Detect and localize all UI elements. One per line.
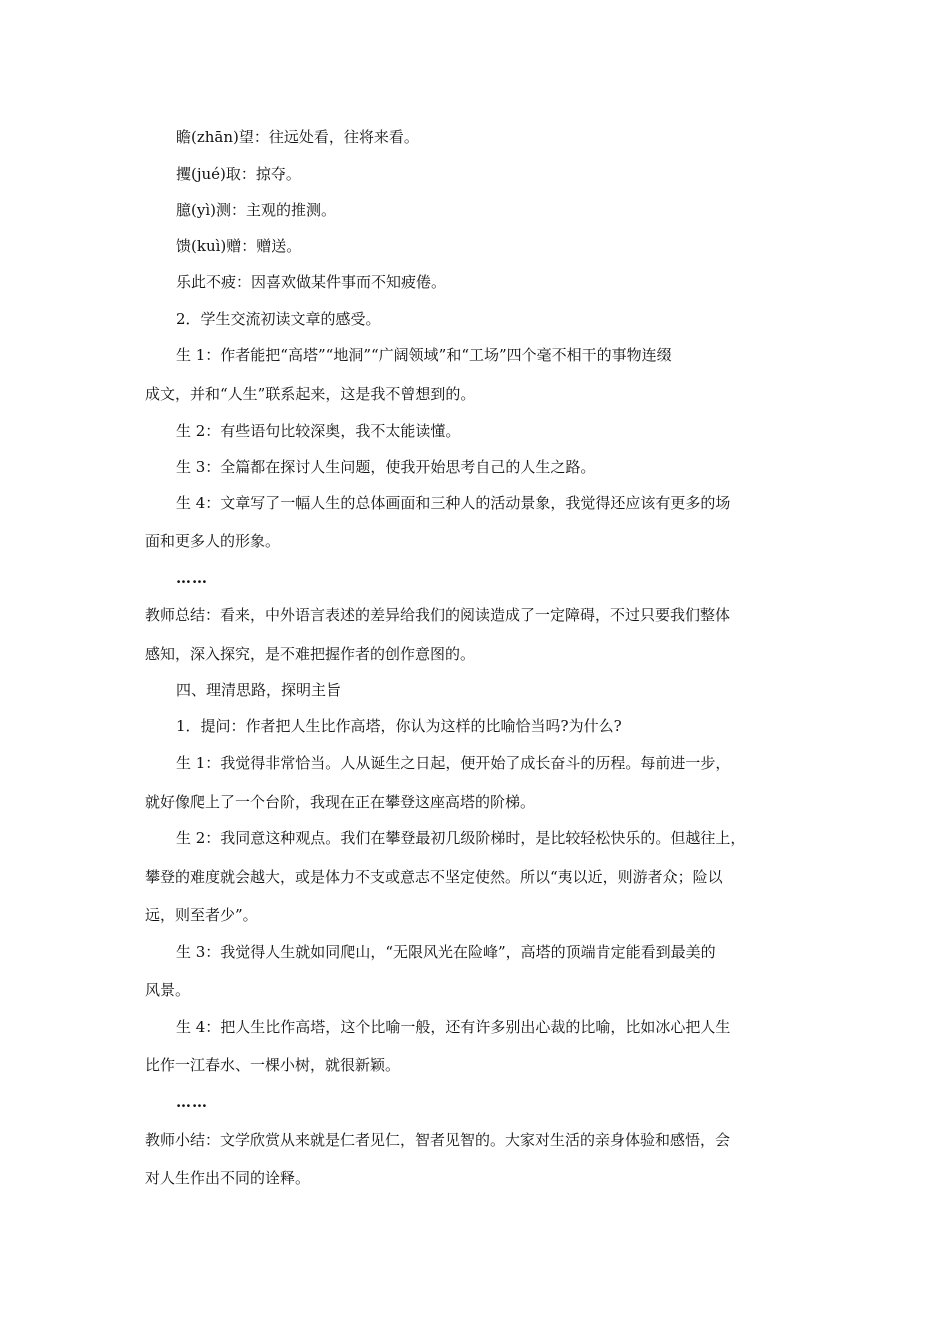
- answer-3-line-1: 生 3：我觉得人生就如同爬山，“无限风光在险峰”，高塔的顶端肯定能看到最美的: [176, 943, 716, 961]
- vocab-kuizeng: 馈(kuì)赠：赠送。: [176, 237, 302, 255]
- question-1: 1．提问：作者把人生比作高塔，你认为这样的比喻恰当吗?为什么?: [176, 717, 622, 735]
- teacher-summary-line-1: 教师总结：看来，中外语言表述的差异给我们的阅读造成了一定障碍，不过只要我们整体: [145, 606, 731, 624]
- answer-2-line-1: 生 2：我同意这种观点。我们在攀登最初几级阶梯时，是比较轻松快乐的。但越往上，: [176, 829, 746, 847]
- student-3-line: 生 3：全篇都在探讨人生问题，使我开始思考自己的人生之路。: [176, 458, 596, 476]
- ellipsis: ……: [176, 569, 208, 587]
- answer-4-line-1: 生 4：把人生比作高塔，这个比喻一般，还有许多别出心裁的比喻，比如冰心把人生: [176, 1018, 731, 1036]
- vocab-lecibupi: 乐此不疲：因喜欢做某件事而不知疲倦。: [176, 273, 447, 291]
- answer-4-line-2: 比作一江春水、一棵小树，就很新颖。: [145, 1056, 401, 1074]
- answer-3-line-2: 风景。: [145, 981, 191, 999]
- student-1-line-1: 生 1：作者能把“高塔”“地洞”“广阔领域”和“工场”四个毫不相干的事物连缀: [176, 346, 672, 364]
- vocab-yice: 臆(yì)测：主观的推测。: [176, 201, 336, 219]
- answer-1-line-1: 生 1：我觉得非常恰当。人从诞生之日起，便开始了成长奋斗的历程。每前进一步，: [176, 754, 731, 772]
- step-2-heading: 2．学生交流初读文章的感受。: [176, 310, 381, 328]
- teacher-conclusion-line-1: 教师小结：文学欣赏从来就是仁者见仁，智者见智的。大家对生活的亲身体验和感悟，会: [145, 1131, 731, 1149]
- student-2-line: 生 2：有些语句比较深奥，我不太能读懂。: [176, 422, 461, 440]
- teacher-conclusion-line-2: 对人生作出不同的诠释。: [145, 1169, 311, 1187]
- answer-2-line-3: 远，则至者少”。: [145, 906, 258, 924]
- student-1-line-2: 成文，并和“人生”联系起来，这是我不曾想到的。: [145, 385, 476, 403]
- vocab-zhanwang: 瞻(zhān)望：往远处看，往将来看。: [176, 128, 419, 146]
- student-4-line-2: 面和更多人的形象。: [145, 532, 281, 550]
- vocab-jueqv: 攫(jué)取：掠夺。: [176, 165, 301, 183]
- answer-2-line-2: 攀登的难度就会越大，或是体力不支或意志不坚定使然。所以“夷以近，则游者众；险以: [145, 868, 723, 886]
- section-4-heading: 四、理清思路，探明主旨: [176, 681, 342, 699]
- ellipsis-2: ……: [176, 1093, 208, 1111]
- student-4-line-1: 生 4：文章写了一幅人生的总体画面和三种人的活动景象，我觉得还应该有更多的场: [176, 494, 731, 512]
- teacher-summary-line-2: 感知，深入探究，是不难把握作者的创作意图的。: [145, 645, 476, 663]
- answer-1-line-2: 就好像爬上了一个台阶，我现在正在攀登这座高塔的阶梯。: [145, 793, 536, 811]
